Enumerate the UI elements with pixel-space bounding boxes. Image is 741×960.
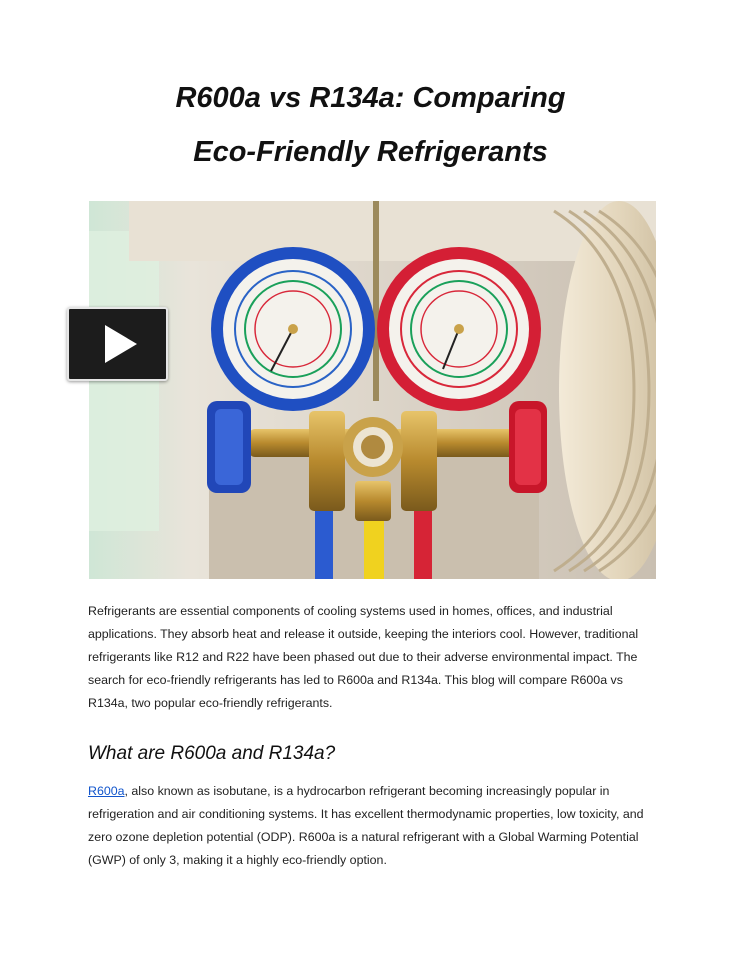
video-play-button[interactable] [67, 307, 168, 381]
section-text: , also known as isobutane, is a hydrocarbon refrigerant becoming increasingly popular in refrigeration and air conditioning systems. It has excellent thermodynamic properties, low toxicity, and zero ozone depletion potential (ODP). R600a is a natural refrigerant with a Global Warming Potential (GWP) of only 3, making it a highly eco-friendly option. [88, 784, 644, 867]
page-title-line1: R600a vs R134a: Comparing [175, 82, 566, 114]
play-icon [69, 309, 166, 379]
section-heading: What are R600a and R134a? [88, 743, 336, 764]
section-paragraph [88, 780, 658, 872]
intro-paragraph: Refrigerants are essential components of cooling systems used in homes, offices, and industrial applications. They absorb heat and release it outside, keeping the interiors cool. However, traditional refrigerants like R12 and R22 have been phased out due to their adverse environmental impact. The search for eco-friendly refrigerants has led to R600a and R134a. This blog will compare R600a vs R134a, two popular eco-friendly refrigerants. [88, 604, 639, 710]
r600a-link[interactable]: R600a [88, 784, 125, 798]
page-title-line2: Eco-Friendly Refrigerants [193, 136, 548, 168]
hero-image [89, 201, 656, 579]
